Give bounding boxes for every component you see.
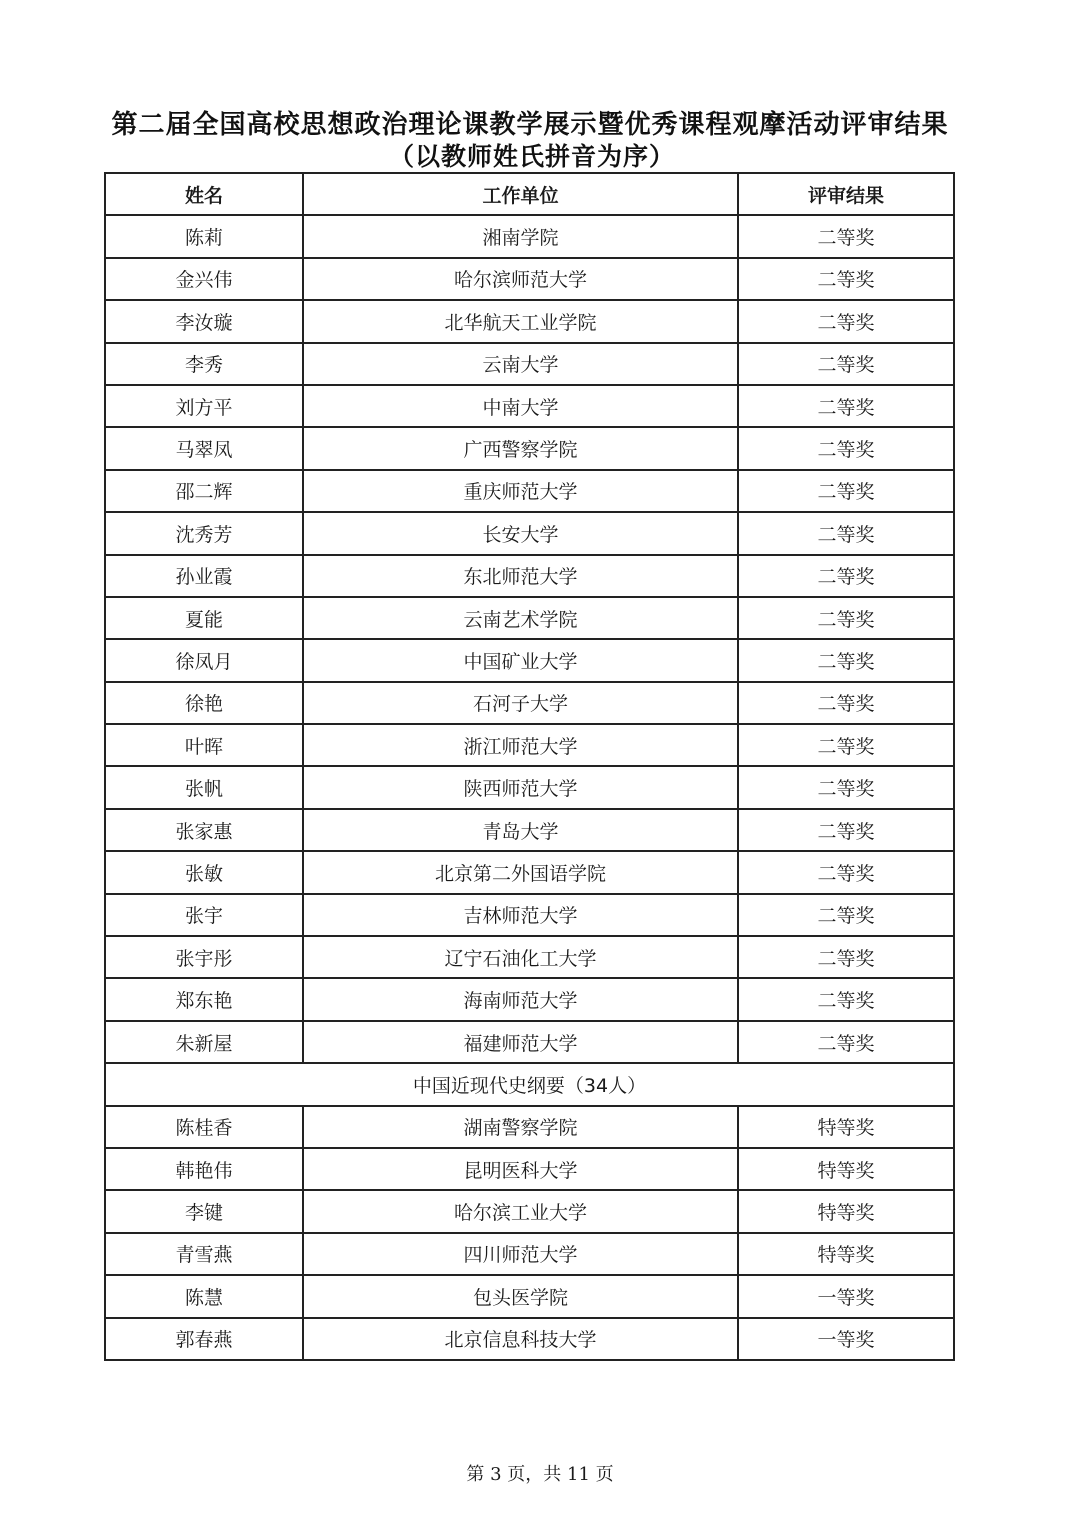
cell-result: 二等奖 (738, 215, 954, 257)
cell-name: 朱新屋 (105, 1021, 303, 1063)
cell-result: 二等奖 (738, 1021, 954, 1063)
table-row (105, 1148, 954, 1190)
cell-unit: 东北师范大学 (303, 555, 738, 597)
cell-name: 韩艳伟 (105, 1148, 303, 1190)
cell-name: 陈莉 (105, 215, 303, 257)
section-label: 中国近现代史纲要（34人） (105, 1063, 954, 1105)
table-row (105, 724, 954, 766)
cell-unit: 广西警察学院 (303, 427, 738, 469)
header-name: 姓名 (105, 173, 303, 215)
cell-result: 二等奖 (738, 851, 954, 893)
table-row (105, 682, 954, 724)
cell-result: 二等奖 (738, 555, 954, 597)
table-row (105, 215, 954, 257)
cell-result: 二等奖 (738, 682, 954, 724)
cell-name: 陈慧 (105, 1275, 303, 1317)
cell-unit: 青岛大学 (303, 809, 738, 851)
cell-name: 郭春燕 (105, 1318, 303, 1360)
cell-name: 刘方平 (105, 385, 303, 427)
cell-result: 二等奖 (738, 724, 954, 766)
cell-unit: 吉林师范大学 (303, 894, 738, 936)
table-row (105, 1233, 954, 1275)
table-row (105, 427, 954, 469)
cell-unit: 中南大学 (303, 385, 738, 427)
results-table (104, 172, 955, 1361)
cell-unit: 云南艺术学院 (303, 597, 738, 639)
cell-result: 二等奖 (738, 343, 954, 385)
table-row (105, 894, 954, 936)
cell-result: 二等奖 (738, 978, 954, 1020)
page-footer: 第 3 页，共 11 页 (466, 1464, 614, 1485)
cell-result: 特等奖 (738, 1233, 954, 1275)
cell-name: 李汝璇 (105, 300, 303, 342)
cell-result: 二等奖 (738, 470, 954, 512)
cell-name: 邵二辉 (105, 470, 303, 512)
cell-name: 张家惠 (105, 809, 303, 851)
table-row (105, 470, 954, 512)
cell-result: 特等奖 (738, 1106, 954, 1148)
cell-name: 张宇彤 (105, 936, 303, 978)
cell-name: 张敏 (105, 851, 303, 893)
section-row (105, 1063, 954, 1105)
cell-name: 夏能 (105, 597, 303, 639)
cell-unit: 北京信息科技大学 (303, 1318, 738, 1360)
cell-name: 张帆 (105, 766, 303, 808)
cell-name: 李秀 (105, 343, 303, 385)
cell-name: 郑东艳 (105, 978, 303, 1020)
header-result: 评审结果 (738, 173, 954, 215)
table-header-row (105, 173, 954, 215)
cell-result: 二等奖 (738, 894, 954, 936)
table-row (105, 343, 954, 385)
table-body-group1 (105, 215, 954, 1063)
table-body-group2 (105, 1106, 954, 1360)
cell-result: 二等奖 (738, 385, 954, 427)
cell-result: 特等奖 (738, 1190, 954, 1232)
cell-result: 二等奖 (738, 809, 954, 851)
cell-unit: 湖南警察学院 (303, 1106, 738, 1148)
cell-unit: 重庆师范大学 (303, 470, 738, 512)
table-row (105, 1190, 954, 1232)
cell-result: 二等奖 (738, 597, 954, 639)
table-row (105, 639, 954, 681)
cell-name: 陈桂香 (105, 1106, 303, 1148)
table-row (105, 385, 954, 427)
cell-result: 一等奖 (738, 1275, 954, 1317)
cell-result: 二等奖 (738, 639, 954, 681)
cell-unit: 四川师范大学 (303, 1233, 738, 1275)
table-row (105, 766, 954, 808)
cell-unit: 北华航天工业学院 (303, 300, 738, 342)
cell-name: 马翠凤 (105, 427, 303, 469)
table-body-section (105, 1063, 954, 1105)
cell-unit: 福建师范大学 (303, 1021, 738, 1063)
cell-unit: 海南师范大学 (303, 978, 738, 1020)
cell-unit: 陕西师范大学 (303, 766, 738, 808)
table-row (105, 851, 954, 893)
cell-unit: 浙江师范大学 (303, 724, 738, 766)
table-row (105, 512, 954, 554)
cell-unit: 长安大学 (303, 512, 738, 554)
cell-unit: 昆明医科大学 (303, 1148, 738, 1190)
cell-unit: 辽宁石油化工大学 (303, 936, 738, 978)
cell-unit: 哈尔滨师范大学 (303, 258, 738, 300)
table-row (105, 1275, 954, 1317)
table-row (105, 1106, 954, 1148)
cell-unit: 湘南学院 (303, 215, 738, 257)
table-row (105, 809, 954, 851)
table-row (105, 1318, 954, 1360)
cell-name: 张宇 (105, 894, 303, 936)
cell-name: 叶晖 (105, 724, 303, 766)
cell-result: 二等奖 (738, 512, 954, 554)
table-row (105, 555, 954, 597)
cell-unit: 包头医学院 (303, 1275, 738, 1317)
cell-name: 金兴伟 (105, 258, 303, 300)
table-row (105, 597, 954, 639)
cell-result: 一等奖 (738, 1318, 954, 1360)
cell-name: 徐艳 (105, 682, 303, 724)
cell-name: 徐凤月 (105, 639, 303, 681)
cell-name: 李键 (105, 1190, 303, 1232)
cell-result: 二等奖 (738, 936, 954, 978)
table-row (105, 300, 954, 342)
table-row (105, 936, 954, 978)
cell-name: 青雪燕 (105, 1233, 303, 1275)
cell-result: 二等奖 (738, 300, 954, 342)
cell-result: 特等奖 (738, 1148, 954, 1190)
cell-result: 二等奖 (738, 766, 954, 808)
document-subtitle: （以教师姓氏拼音为序） (388, 142, 675, 171)
table-row (105, 1021, 954, 1063)
header-unit: 工作单位 (303, 173, 738, 215)
cell-unit: 哈尔滨工业大学 (303, 1190, 738, 1232)
cell-unit: 北京第二外国语学院 (303, 851, 738, 893)
cell-name: 孙业霞 (105, 555, 303, 597)
cell-unit: 云南大学 (303, 343, 738, 385)
table-row (105, 978, 954, 1020)
document-title: 第二届全国高校思想政治理论课教学展示暨优秀课程观摩活动评审结果 (111, 110, 949, 140)
cell-unit: 中国矿业大学 (303, 639, 738, 681)
cell-unit: 石河子大学 (303, 682, 738, 724)
cell-result: 二等奖 (738, 258, 954, 300)
cell-name: 沈秀芳 (105, 512, 303, 554)
cell-result: 二等奖 (738, 427, 954, 469)
table-row (105, 258, 954, 300)
